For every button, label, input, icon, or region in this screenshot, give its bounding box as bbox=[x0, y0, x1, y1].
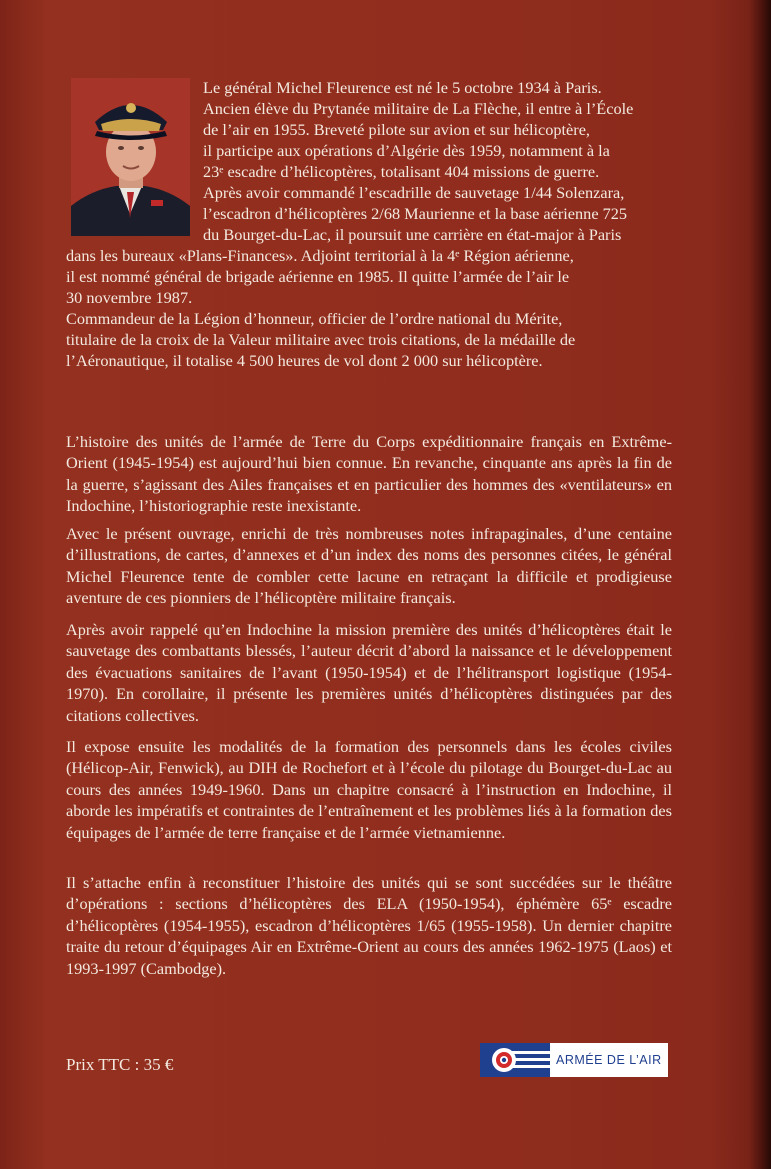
bio-line-4: il participe aux opérations d’Algérie dès 1959, notamment à la bbox=[203, 141, 610, 160]
bio-line-9: dans les bureaux «Plans-Finances». Adjoint territorial à la 4ᵉ Région aérienne, bbox=[66, 246, 574, 265]
logo-text: ARMÉE DE L’AIR bbox=[556, 1053, 662, 1067]
summary-paragraph-4: Il expose ensuite les modalités de la formation des personnels dans les écoles civiles (Hélicop-Air, Fenwick), au DIH de Rochefort et à l’école du pilotage du Bourget-du-Lac au cours des années 1949-1960. Dans un chapitre consacré à l’instruction en Indochine, il aborde les impératifs et contraintes de l’entraînement et les problèmes liés à la formation des équipages de l’armée de terre française et de l’armée vietnamienne. bbox=[66, 737, 672, 842]
summary-paragraph-5: Il s’attache enfin à reconstituer l’histoire des unités qui se sont succédées sur le théâtre d’opérations : sections d’hélicoptères des ELA (1950-1954), éphémère 65ᵉ escadre d’hélicoptères (1954-1955), escadron d’hélicoptères 1/65 (1955-1958). Un dernier chapitre traite du retour d’équipages Air en Extrême-Orient au cours des années 1962-1975 (Laos) et 1993-1997 (Cambodge). bbox=[66, 873, 672, 978]
roundel-wings-icon bbox=[480, 1043, 550, 1077]
bio-line-13: titulaire de la croix de la Valeur militaire avec trois citations, de la médaille de bbox=[66, 330, 576, 349]
summary-paragraph-3: Après avoir rappelé qu’en Indochine la mission première des unités d’hélicoptères était le sauvetage des combattants blessés, l’auteur décrit d’abord la naissance et le développement des évacuations sanitaires de l’avant (1950-1954) et de l’hélitransport logistique (1954-1970). En corollaire, il présente les premières unités d’hélicoptères distinguées par des citations collectives. bbox=[66, 620, 672, 725]
bio-line-14: l’Aéronautique, il totalise 4 500 heures de vol dont 2 000 sur hélicoptère. bbox=[66, 351, 543, 370]
page-edge-shadow bbox=[749, 0, 771, 1169]
bio-line-1: Le général Michel Fleurence est né le 5 octobre 1934 à Paris. bbox=[203, 78, 602, 97]
bio-line-3: de l’air en 1955. Breveté pilote sur avion et sur hélicoptère, bbox=[203, 120, 590, 139]
bio-line-6: Après avoir commandé l’escadrille de sauvetage 1/44 Solenzara, bbox=[203, 183, 625, 202]
bio-line-2: Ancien élève du Prytanée militaire de La Flèche, il entre à l’École bbox=[203, 99, 634, 118]
bio-line-5: 23ᵉ escadre d’hélicoptères, totalisant 404 missions de guerre. bbox=[203, 162, 600, 181]
bio-line-11: 30 novembre 1987. bbox=[66, 288, 193, 307]
author-photo bbox=[71, 78, 190, 236]
bio-line-10: il est nommé général de brigade aérienne en 1985. Il quitte l’armée de l’air le bbox=[66, 267, 570, 286]
bio-line-7: l’escadron d’hélicoptères 2/68 Maurienne et la base aérienne 725 bbox=[203, 204, 628, 223]
armee-de-lair-logo bbox=[480, 1043, 668, 1077]
summary-paragraph-2: Avec le présent ouvrage, enrichi de très nombreuses notes infrapaginales, d’une centaine d’illustrations, de cartes, d’annexes et d’un index des noms des personnes citées, le général Michel Fleurence tente de combler cette lacune en retraçant la difficile et prodigieuse aventure de ces pionniers de l’hélicoptère militaire français. bbox=[66, 524, 672, 608]
bio-line-8: du Bourget-du-Lac, il poursuit une carrière en état-major à Paris bbox=[203, 225, 622, 244]
author-portrait-icon bbox=[71, 78, 190, 236]
summary-paragraph-1: L’histoire des unités de l’armée de Terre du Corps expéditionnaire français en Extrême-Orient (1945-1954) est aujourd’hui bien connue. En revanche, cinquante ans après la fin de la guerre, s’agissant des Ailes françaises et en particulier des hommes des «ventilateurs» en Indochine, l’historiographie reste inexistante. bbox=[66, 432, 672, 516]
bio-line-12: Commandeur de la Légion d’honneur, officier de l’ordre national du Mérite, bbox=[66, 309, 563, 328]
price-label: Prix TTC : 35 € bbox=[66, 1055, 174, 1074]
